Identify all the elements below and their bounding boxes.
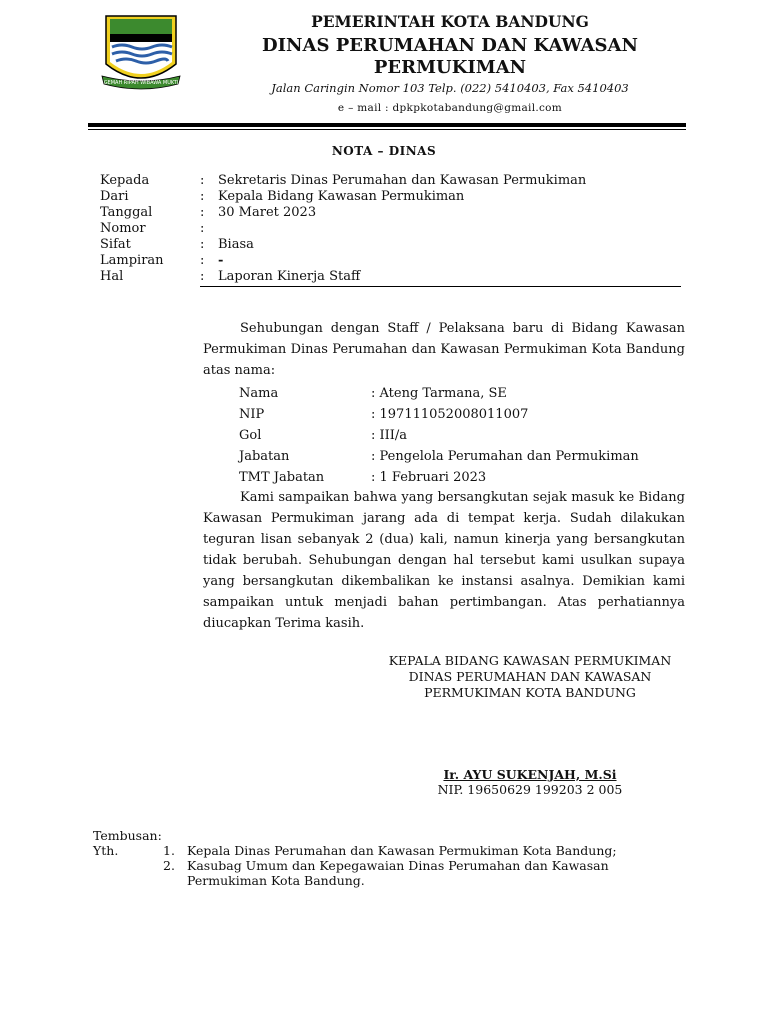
meta-colon: : [200,189,205,204]
meta-label: Sifat [100,237,131,252]
meta-row-lampiran [100,253,680,269]
employee-label: Jabatan [239,449,290,464]
body-closing: Kami sampaikan bahwa yang bersangkutan sejak masuk ke Bidang Kawasan Permukiman jarang ada di tempat kerja. Sudah dilakukan teguran lisan sebanyak 2 (dua) kali, namun kinerja yang bersangkutan tidak berubah. Sehubungan dengan hal tersebut kami usulkan supaya yang bersangkutan dikembalikan ke instansi asalnya. Demikian kami sampaikan untuk menjadi bahan pertimbangan. Atas perhatiannya diucapkan Terima kasih. [203,490,685,631]
meta-row-hal [100,269,680,285]
employee-row [239,383,679,404]
employee-value: : 1 Februari 2023 [371,470,487,485]
meta-colon: : [200,237,205,252]
body-intro: Sehubungan dengan Staff / Pelaksana baru di Bidang Kawasan Permukiman Dinas Perumahan dan Kawasan Permukiman Kota Bandung atas nama: [203,321,685,378]
meta-value: - [218,253,224,268]
header-department [200,35,700,79]
tembusan-row [93,843,693,858]
header-email: e – mail : dpkpkotabandung@gmail.com [337,102,563,114]
signature-title-line2: DINAS PERUMAHAN DAN KAWASAN [408,669,652,684]
employee-label: Gol [239,428,262,443]
employee-value: : 197111052008011007 [371,407,529,422]
employee-value: : III/a [371,428,408,443]
tembusan-row [93,858,693,873]
meta-label: Tanggal [100,205,153,220]
meta-label: Hal [100,269,124,284]
header-address: Jalan Caringin Nomor 103 Telp. (022) 5410403, Fax 5410403 [271,81,629,95]
meta-row-dari [100,189,680,205]
tembusan-text: Kasubag Umum dan Kepegawaian Dinas Perumahan dan Kawasan [187,858,609,873]
tembusan-row [93,873,693,888]
header-rule-thin [88,129,686,130]
tembusan-text: Kepala Dinas Perumahan dan Kawasan Permukiman Kota Bandung; [187,843,617,858]
document-title: NOTA – DINAS [331,144,437,158]
header-government: PEMERINTAH KOTA BANDUNG [311,12,589,31]
signatory-nip: NIP. 19650629 199203 2 005 [437,782,623,797]
city-logo [100,14,182,94]
meta-colon: : [200,253,205,268]
tembusan-num: 1. [163,843,175,858]
employee-row [239,404,679,425]
meta-value: 30 Maret 2023 [218,205,317,220]
header-department-line2: PERMUKIMAN [373,57,527,78]
header-department-line1: DINAS PERUMAHAN DAN KAWASAN [262,35,638,56]
tembusan-yth: Yth. [93,843,119,858]
memo-meta [100,173,680,285]
tembusan-text-cont: Permukiman Kota Bandung. [187,873,365,888]
employee-row [239,446,679,467]
meta-label: Kepada [100,173,150,188]
employee-value: : Pengelola Perumahan dan Permukiman [371,449,639,464]
meta-row-kepada [100,173,680,189]
meta-colon: : [200,173,205,188]
employee-value: : Ateng Tarmana, SE [371,386,507,401]
signatory-name: Ir. AYU SUKENJAH, M.Si [443,767,617,782]
signature-title-line3: PERMUKIMAN KOTA BANDUNG [424,685,636,700]
employee-label: Nama [239,386,279,401]
employee-row [239,467,679,488]
meta-value: Sekretaris Dinas Perumahan dan Kawasan Permukiman [218,173,587,188]
tembusan [93,828,693,888]
meta-colon: : [200,205,205,220]
employee-label: TMT Jabatan [239,470,325,485]
meta-value: Biasa [218,237,254,252]
meta-row-tanggal [100,205,680,221]
meta-divider [200,286,681,287]
employee-details [239,383,679,488]
meta-colon: : [200,269,205,284]
meta-value: Kepala Bidang Kawasan Permukiman [218,189,465,204]
meta-colon: : [200,221,205,236]
signature-title-line1: KEPALA BIDANG KAWASAN PERMUKIMAN [388,653,672,668]
meta-row-sifat [100,237,680,253]
meta-label: Nomor [100,221,146,236]
logo-motto: GEMAH RIPAH WIBAWA MUKTI [103,80,179,86]
meta-row-nomor [100,221,680,237]
tembusan-num: 2. [163,858,175,873]
meta-label: Dari [100,189,129,204]
meta-value: Laporan Kinerja Staff [218,269,361,284]
meta-label: Lampiran [100,253,164,268]
employee-row [239,425,679,446]
header-rule-thick [88,123,686,127]
employee-label: NIP [239,407,265,422]
signature-title [360,653,700,701]
tembusan-label: Tembusan: [93,828,162,843]
